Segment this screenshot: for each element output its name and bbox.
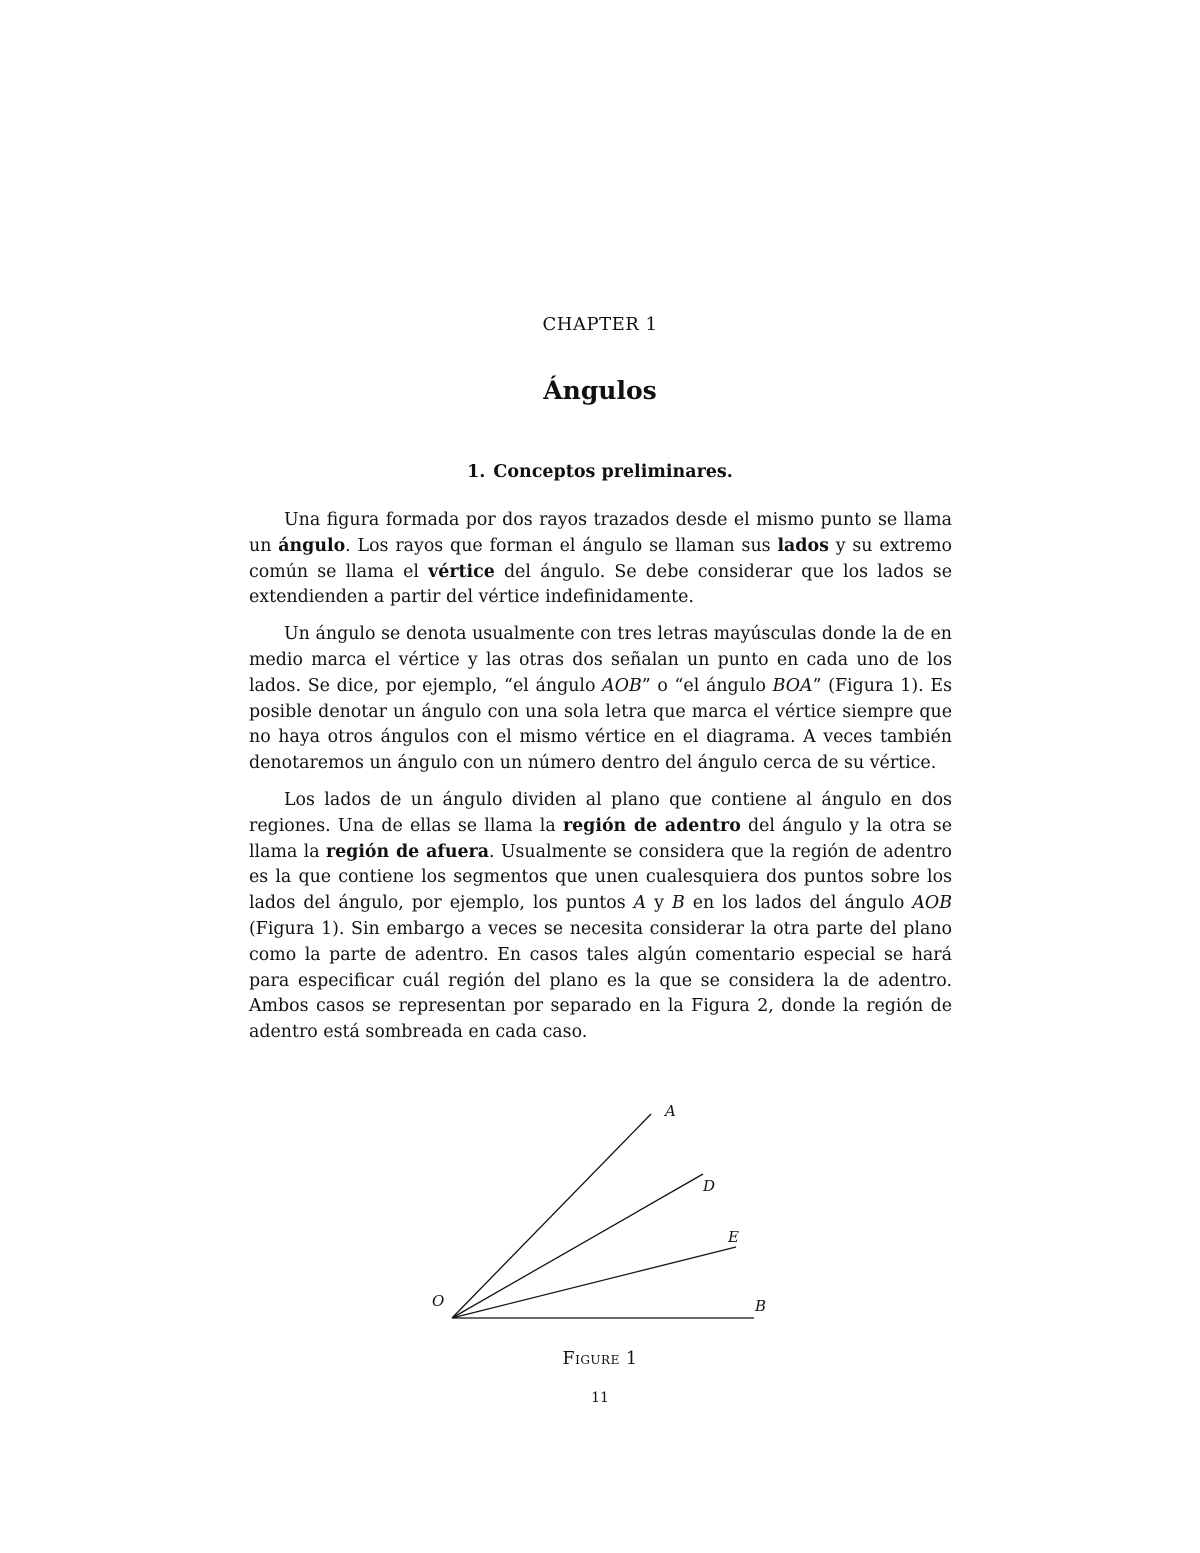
math-b: B xyxy=(671,893,685,914)
math-aob: AOB xyxy=(602,675,642,696)
text-run: del ángulo. Se debe considerar que los lados se extendienden a partir del vértice indefinidamente. xyxy=(249,561,952,608)
page-number: 11 xyxy=(591,1390,609,1406)
section-heading xyxy=(0,462,1200,482)
term-region-afuera: región de afuera xyxy=(325,841,489,862)
paragraph-1 xyxy=(249,508,952,611)
paragraph-2 xyxy=(249,622,952,777)
paragraph-3 xyxy=(249,788,952,1046)
ray-od xyxy=(452,1174,703,1318)
text-run: y xyxy=(646,893,672,914)
math-aob: AOB xyxy=(912,893,952,914)
figure-caption: Figure 1 xyxy=(562,1349,638,1369)
label-b: B xyxy=(755,1297,767,1315)
ray-oe xyxy=(452,1247,736,1318)
label-d: D xyxy=(703,1177,716,1195)
section-number: 1. xyxy=(467,462,486,482)
body-text xyxy=(249,508,952,1057)
term-lados: lados xyxy=(777,535,829,556)
figure-1 xyxy=(400,1090,800,1340)
section-title: Conceptos preliminares. xyxy=(493,462,733,482)
math-boa: BOA xyxy=(772,675,813,696)
angle-diagram xyxy=(400,1090,800,1340)
math-a: A xyxy=(633,893,647,914)
text-run: del ángulo y la otra se llama la xyxy=(249,815,953,862)
chapter-title: Ángulos xyxy=(543,376,657,405)
text-run: Una figura formada por dos rayos trazados desde el mismo punto se llama un xyxy=(249,510,952,556)
term-region-adentro: región de adentro xyxy=(562,815,741,836)
term-vertice: vértice xyxy=(428,561,495,582)
text-run: ” (Figura 1). Es posible denotar un ángulo con una sola letra que marca el vértice siempre que no haya otros ángulos con el mismo vértice en el diagrama. A veces también denotaremos un ángulo con un número dentro del ángulo cerca de su vértice. xyxy=(249,675,952,774)
label-a: A xyxy=(665,1102,676,1120)
text-run: ” o “el ángulo xyxy=(641,675,773,696)
text-run: Los lados de un ángulo dividen al plano que contiene al ángulo en dos regiones. Una de ellas se llama la xyxy=(249,789,952,836)
label-o: O xyxy=(432,1292,445,1310)
text-run: . Los rayos que forman el ángulo se llaman sus xyxy=(345,535,778,556)
text-run: Un ángulo se denota usualmente con tres letras mayúsculas donde la de en medio marca el vértice y las otras dos señalan un punto en cada uno de los lados. Se dice, por ejemplo, “el ángulo xyxy=(249,624,952,696)
chapter-label: CHAPTER 1 xyxy=(542,314,658,335)
ray-oa xyxy=(452,1114,651,1318)
text-run: . Usualmente se considera que la región de adentro es la que contiene los segmentos que unen cualesquiera dos puntos sobre los lados del ángulo, por ejemplo, los puntos xyxy=(249,841,952,914)
text-run: en los lados del ángulo xyxy=(684,893,913,914)
text-run: y su extremo común se llama el xyxy=(249,535,952,582)
text-run: (Figura 1). Sin embargo a veces se necesita considerar la otra parte del plano como la parte de adentro. En casos tales algún comentario especial se hará para especificar cuál región del plano es la que se considera la de adentro. Ambos casos se representan por separado en la Figura 2, donde la región de adentro está sombreada en cada caso. xyxy=(249,918,952,1043)
label-e: E xyxy=(728,1228,739,1246)
term-angulo: ángulo xyxy=(278,535,346,556)
